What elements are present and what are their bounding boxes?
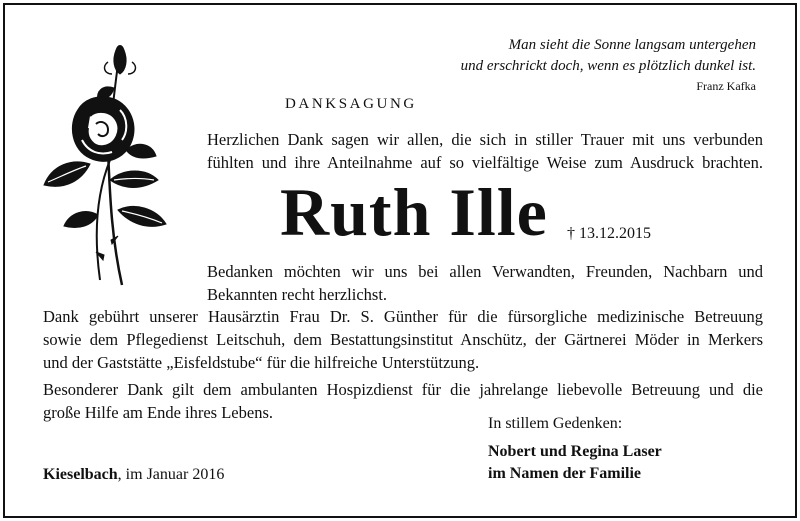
- thanks-care-line-2: sowie dem Pflegedienst Leitschuh, dem Bestattungsinstitut Anschütz, der Gärtnerei Möder in Merkers: [43, 330, 763, 349]
- quote-line-1: Man sieht die Sonne langsam untergehen: [508, 37, 756, 53]
- death-date: † 13.12.2015: [567, 225, 651, 242]
- thanks-care-line-3: und der Gaststätte „Eisfeldstube“ für die hilfreiche Unterstützung.: [43, 353, 480, 372]
- signer-line-2: im Namen der Familie: [488, 465, 642, 482]
- signers: [488, 441, 662, 485]
- notice-heading: DANKSAGUNG: [285, 96, 417, 112]
- memory-line: In stillem Gedenken:: [488, 415, 623, 432]
- thanks-hospice-line-1: Besonderer Dank gilt dem ambulanten Hospizdienst für die jahrelange liebevolle Betreuung und die: [43, 380, 763, 399]
- thanks-relatives-paragraph: [207, 260, 763, 306]
- body-paragraphs: [43, 305, 763, 424]
- quote-line-2: und erschrickt doch, wenn es plötzlich dunkel ist.: [460, 58, 756, 74]
- signer-line-1: Nobert und Regina Laser: [488, 443, 662, 460]
- deceased-name: Ruth Ille: [280, 174, 548, 250]
- date-text: , im Januar 2016: [117, 466, 225, 483]
- kafka-quote: [440, 35, 756, 77]
- quote-author: Franz Kafka: [696, 79, 756, 93]
- rose-icon: [38, 40, 173, 290]
- intro-paragraph: [207, 128, 763, 174]
- thanks-relatives-line-1: Bedanken möchten wir uns bei allen Verwandten, Freunden, Nachbarn und: [207, 262, 763, 281]
- place-date: [43, 466, 224, 484]
- intro-line-1: Herzlichen Dank sagen wir allen, die sich in stiller Trauer mit uns verbunden: [207, 130, 763, 149]
- thanks-care-line-1: Dank gebührt unserer Hausärztin Frau Dr. S. Günther für die fürsorgliche medizinische Betreuung: [43, 307, 763, 326]
- place-name: Kieselbach: [43, 466, 118, 483]
- intro-line-2: fühlten und ihre Anteilnahme auf so vielfältige Weise zum Ausdruck brachten.: [207, 153, 763, 172]
- thanks-hospice-line-2: große Hilfe am Ende ihres Lebens.: [43, 403, 274, 422]
- thanks-relatives-line-2: Bekannten recht herzlichst.: [207, 285, 388, 304]
